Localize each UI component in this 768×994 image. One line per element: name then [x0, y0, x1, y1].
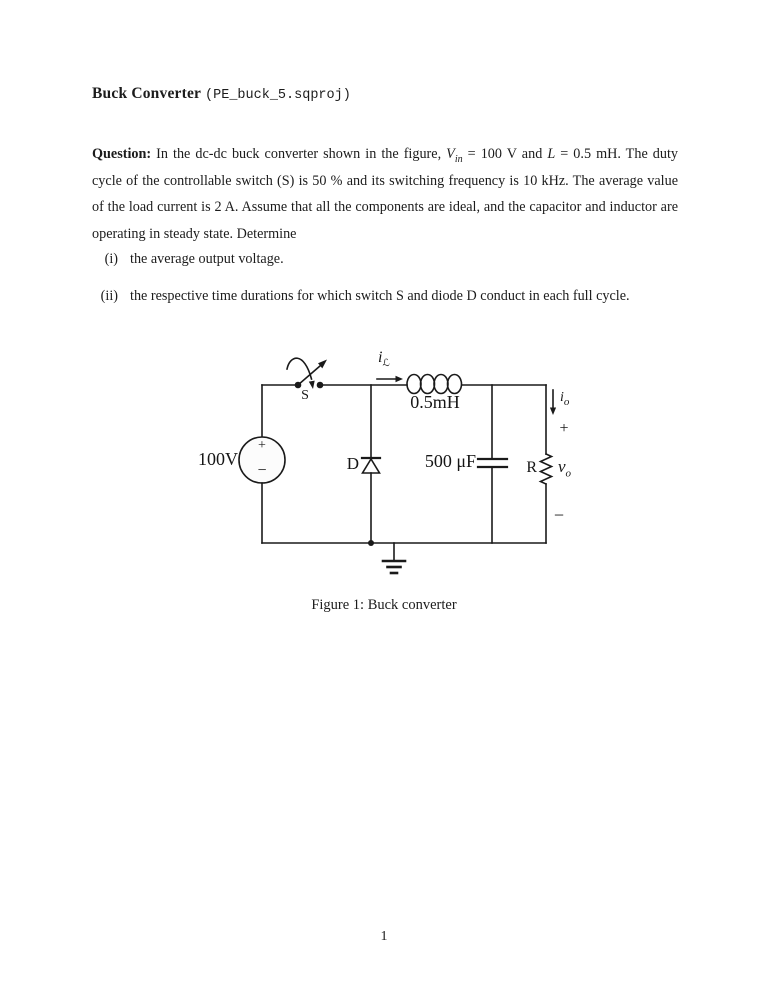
inductor-value-label: 0.5mH: [410, 392, 460, 412]
inductor-current-symbol: i: [378, 349, 383, 366]
output-plus-sign: +: [559, 420, 569, 437]
source-minus-sign: −: [257, 462, 267, 479]
output-current-symbol: i: [560, 390, 564, 405]
page-number: 1: [380, 929, 388, 944]
question-paragraph: [92, 141, 678, 247]
question-text-1: In the dc-dc buck converter shown in the figure,: [151, 146, 447, 163]
inductor-current-subscript: ℒ: [382, 358, 390, 370]
output-current-subscript: o: [563, 395, 570, 408]
list-item-ii: [92, 283, 678, 310]
diode-triangle: [363, 459, 380, 473]
resistor-label: R: [526, 459, 537, 476]
output-voltage-label: [558, 457, 572, 480]
source-voltage-label: 100V: [198, 449, 238, 469]
list-item-ii-label: (ii): [100, 288, 118, 304]
list-item-i-text: the average output voltage.: [130, 251, 284, 267]
output-current-label: [560, 390, 569, 406]
output-minus-sign: −: [553, 505, 565, 525]
source-plus-sign: +: [258, 438, 266, 453]
title-text: Buck Converter: [92, 85, 202, 102]
inductance-symbol: L: [547, 146, 556, 163]
switch-terminal-dot-right: [317, 382, 324, 389]
inductor-loop: [434, 375, 448, 394]
inductor-loop: [407, 375, 421, 394]
inductor-current-arrowhead: [396, 376, 404, 382]
vin-symbol: V: [446, 146, 455, 163]
question-text-2: = 100 V and: [462, 146, 548, 163]
junction-dot: [368, 540, 374, 546]
inductor-loop: [448, 375, 462, 394]
inductor-loop: [421, 375, 435, 394]
page-title: [92, 85, 351, 103]
output-voltage-subscript: o: [565, 467, 572, 480]
switch-label: S: [301, 388, 309, 403]
buck-converter-circuit-figure: [180, 348, 590, 593]
inductor-current-label: [378, 349, 390, 370]
output-voltage-symbol: v: [558, 457, 566, 476]
capacitor-value-label: 500 μF: [424, 451, 476, 471]
list-item-i-label: (i): [104, 251, 118, 267]
question-text-3: = 0.5 mH. The duty cycle of the controllable switch (S) is 50 % and its switching frequency is 10 kHz. The average value of the load current is 2 A. Assume that all the components are ideal, and the capacitor and inductor are operating in steady state. Determine: [92, 146, 679, 242]
figure-caption: Figure 1: Buck converter: [311, 597, 457, 613]
question-label: Question:: [92, 146, 152, 163]
vin-subscript: in: [454, 154, 463, 166]
diode-label: D: [346, 454, 359, 473]
list-item-ii-text: the respective time durations for which switch S and diode D conduct in each full cycle.: [130, 288, 630, 304]
title-filename: (PE_buck_5.sqproj): [205, 88, 351, 103]
output-current-arrowhead: [550, 408, 556, 416]
resistor-zigzag: [541, 454, 552, 484]
list-item-i: [92, 246, 678, 273]
